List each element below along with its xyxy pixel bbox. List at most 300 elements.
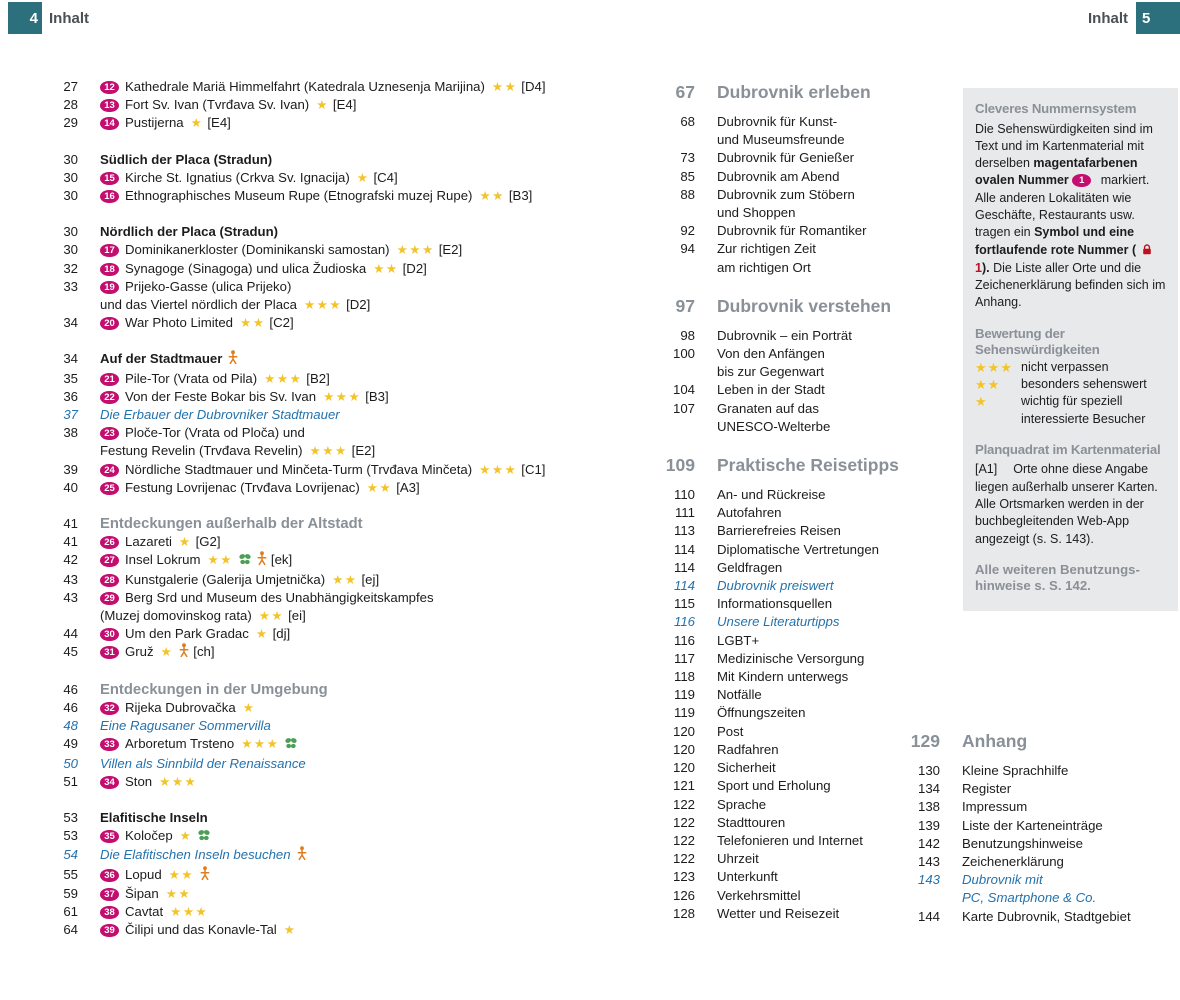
entry-page-number: 111	[674, 505, 695, 521]
entry-page-number: 46	[63, 699, 78, 715]
toc-row	[650, 741, 899, 759]
toc-row	[650, 186, 899, 204]
toc-row	[40, 461, 545, 479]
entry-content	[100, 223, 278, 241]
toc-row	[650, 400, 899, 418]
entry-title: Sicherheit	[717, 760, 776, 776]
entry-page-number: 116	[673, 614, 695, 630]
map-grid-ref: [D4]	[521, 79, 546, 94]
entry-title: Medizinische Versorgung	[717, 650, 865, 666]
entry-page-number: 35	[63, 370, 78, 386]
toc-row	[880, 889, 1131, 907]
entry-title: Sprache	[717, 796, 767, 812]
entry-title: Villen als Sinnbild der Renaissance	[100, 755, 306, 771]
entry-title: Ploče-Tor (Vrata od Ploča) und	[125, 425, 305, 441]
toc-row	[650, 363, 899, 381]
poi-number-badge: 32	[100, 702, 119, 715]
entry-title: Dubrovnik preiswert	[717, 578, 834, 594]
map-grid-ref: [dj]	[272, 626, 291, 642]
entry-title: Telefonieren und Internet	[717, 832, 863, 848]
numbering-text-segment: Symbol und eine fortlaufende rote Nummer	[975, 225, 1135, 257]
star-rating: ★★★	[309, 444, 348, 459]
entry-title: Rijeka Dubrovačka	[125, 699, 236, 715]
section-page-number: 97	[675, 295, 695, 316]
entry-title: Synagoge (Sinagoga) und ulica Žudioska	[125, 260, 367, 276]
toc-row	[650, 723, 899, 741]
entry-page-number: 41	[63, 534, 78, 550]
toc-row	[40, 350, 545, 369]
entry-page-number: 37	[63, 407, 78, 423]
entry-content	[100, 350, 238, 369]
entry-page-number	[650, 418, 695, 436]
entry-title: Nördliche Stadtmauer und Minčeta-Turm (Trvđava Minčeta)	[125, 461, 473, 477]
entry-title: Geldfragen	[717, 559, 783, 575]
entry-content	[100, 921, 296, 939]
map-grid-ref: [E2]	[438, 242, 463, 258]
poi-number-badge: 27	[100, 554, 119, 567]
star-rating: ★	[179, 829, 193, 844]
entry-content	[100, 187, 532, 205]
numbering-text-segment: Die Liste aller Orte und die Zeichenerklärung befinden sich im Anhang.	[975, 260, 1166, 310]
entry-page-number: 27	[63, 79, 78, 94]
entry-page-number: 30	[63, 224, 78, 240]
poi-number-badge: 22	[100, 391, 119, 404]
entry-page-number: 53	[63, 828, 78, 844]
toc-row	[880, 853, 1131, 871]
toc-row	[40, 424, 545, 442]
toc-row	[40, 515, 545, 533]
toc-row	[650, 345, 899, 363]
entry-page-number: 115	[673, 596, 695, 612]
star-rating: ★★	[165, 886, 192, 901]
entry-title: Berg Srd und Museum des Unabhängigkeitskampfes	[125, 589, 434, 605]
entry-title: Šipan	[125, 885, 159, 901]
hiking-person-icon	[297, 846, 307, 865]
star-rating: ★	[190, 116, 204, 131]
entry-title: Fort Sv. Ivan (Tvrđava Sv. Ivan)	[125, 97, 310, 113]
entry-title: bis zur Gegenwart	[717, 364, 825, 380]
section-page-number: 129	[910, 731, 940, 751]
entry-page-number: 43	[63, 589, 78, 605]
entry-page-number: 107	[672, 400, 695, 416]
entry-content	[100, 866, 210, 885]
entry-title: Unsere Literaturtipps	[717, 614, 840, 630]
entry-content	[100, 461, 545, 479]
section-title: Praktische Reisetipps	[717, 455, 899, 476]
poi-number-badge: 17	[100, 244, 119, 257]
entry-title: Pustijerna	[125, 115, 184, 131]
toc-row-continuation	[40, 296, 545, 314]
entry-title: am richtigen Ort	[717, 259, 811, 275]
star-rating: ★★★	[479, 462, 518, 477]
entry-title: Um den Park Gradac	[125, 626, 249, 642]
toc-row	[650, 868, 899, 886]
entry-page-number: 122	[672, 814, 695, 830]
poi-number-badge: 1	[1072, 174, 1091, 187]
map-grid-ref: [G2]	[195, 534, 221, 550]
map-grid-description: Orte ohne diese Angabe liegen außerhalb unserer Karten. Alle Ortsmarken werden in der buchbegleitenden Web-App angezeigt (s. S. 143).	[975, 462, 1158, 546]
star-rating: ★	[356, 170, 370, 185]
toc-row	[40, 571, 545, 589]
map-grid-ref: [ei]	[288, 608, 306, 624]
toc-section	[880, 729, 1131, 926]
entry-page-number: 120	[672, 741, 695, 757]
toc-row-continuation	[40, 607, 545, 625]
toc-row	[650, 504, 899, 522]
toc-row	[40, 885, 545, 903]
entry-title: Festung Revelin (Trvđava Revelin)	[100, 443, 303, 459]
entry-title: Zur richtigen Zeit	[717, 241, 816, 257]
toc-group	[40, 78, 545, 133]
entry-page-number: 122	[672, 796, 695, 812]
toc-row	[650, 541, 899, 559]
entry-page-number: 40	[63, 479, 78, 495]
toc-row	[650, 149, 899, 167]
toc-row	[40, 625, 545, 643]
entry-title: Kirche St. Ignatius (Crkva Sv. Ignacija)	[125, 169, 350, 185]
numbering-text-segment: markiert. Alle anderen Lokalitäten wie Geschäfte, Restaurants usw. tragen ein	[975, 173, 1150, 240]
entry-page-number: 100	[672, 346, 695, 362]
map-grid-ref: [E2]	[351, 443, 376, 459]
entry-page-number: 119	[673, 687, 695, 703]
entry-page-number: 143	[917, 872, 940, 888]
entry-title: und Museumsfreunde	[717, 132, 845, 148]
poi-number-badge: 30	[100, 628, 119, 641]
entry-title: An- und Rückreise	[717, 487, 826, 503]
poi-number-badge: 37	[100, 888, 119, 901]
star-rating: ★★	[373, 261, 399, 276]
star-rating: ★★★	[159, 774, 198, 789]
entry-content	[100, 735, 297, 754]
entry-title: War Photo Limited	[125, 315, 233, 331]
entry-title: Dubrovnik zum Stöbern	[717, 186, 855, 202]
entry-page-number: 130	[917, 763, 940, 778]
poi-number-badge: 31	[100, 646, 119, 659]
toc-section	[650, 80, 899, 277]
entry-title: LGBT+	[717, 632, 760, 648]
star-rating: ★	[283, 923, 297, 938]
entry-page-number: 134	[917, 781, 940, 797]
entry-title: PC, Smartphone & Co.	[962, 890, 1097, 906]
entry-page-number: 33	[63, 278, 78, 294]
map-grid-ref: [A3]	[396, 479, 420, 495]
toc-section	[650, 294, 899, 436]
entry-page-number: 143	[917, 854, 940, 870]
star-rating: ★★★	[241, 737, 280, 752]
toc-row	[650, 240, 899, 258]
toc-row	[40, 533, 545, 551]
entry-title: UNESCO-Welterbe	[717, 418, 831, 434]
entry-page-number	[40, 442, 78, 460]
rating-label: besonders sehenswert	[1021, 377, 1147, 392]
poi-number-badge: 33	[100, 738, 119, 751]
section-header	[650, 80, 899, 105]
entry-page-number: 49	[63, 736, 78, 752]
toc-row	[40, 755, 545, 773]
entry-page-number	[650, 204, 695, 222]
toc-row	[650, 222, 899, 240]
entry-content	[100, 78, 545, 96]
entry-page-number: 34	[63, 351, 78, 367]
entry-title: Notfälle	[717, 687, 762, 703]
poi-number-badge: 26	[100, 536, 119, 549]
toc-row	[650, 522, 899, 540]
toc-row	[40, 187, 545, 205]
toc-row	[880, 780, 1131, 798]
entry-title: Radfahren	[717, 741, 779, 757]
entry-page-number: 30	[63, 169, 78, 185]
entry-content	[100, 643, 215, 662]
map-grid-ref: [C1]	[521, 461, 546, 477]
toc-row	[40, 388, 545, 406]
entry-page-number: 28	[63, 97, 78, 113]
entry-title: Nördlich der Placa (Stradun)	[100, 224, 279, 240]
toc-row	[650, 613, 899, 631]
entry-title: Koločep	[125, 828, 173, 844]
map-grid-ref: [D2]	[402, 260, 427, 276]
star-rating: ★★★	[264, 371, 303, 386]
entry-title: Öffnungszeiten	[717, 705, 806, 721]
entry-page-number: 85	[680, 168, 695, 184]
entry-page-number: 68	[680, 114, 695, 129]
toc-group	[40, 515, 545, 663]
entry-content	[100, 278, 291, 296]
entry-page-number	[650, 131, 695, 149]
toc-row	[650, 632, 899, 650]
entry-page-number: 114	[673, 578, 695, 594]
star-rating: ★	[316, 98, 329, 113]
toc-left-column	[40, 78, 545, 939]
entry-content	[100, 114, 231, 132]
poi-number-badge: 24	[100, 464, 119, 477]
poi-number-badge: 34	[100, 776, 119, 789]
header-title-right: Inhalt	[1088, 9, 1128, 27]
rating-label: wichtig für speziell interessierte Besucher	[1021, 394, 1146, 426]
toc-row	[40, 921, 545, 939]
toc-row	[650, 486, 899, 504]
entry-page-number: 55	[63, 866, 78, 882]
usage-note-line2: hinweise s. S. 142.	[975, 578, 1091, 594]
star-rating: ★★	[258, 609, 285, 624]
entry-title: Cavtat	[125, 903, 164, 919]
entry-title: Zeichenerklärung	[962, 854, 1064, 870]
nature-icon	[198, 828, 210, 846]
toc-row	[40, 370, 545, 388]
poi-number-badge: 13	[100, 99, 119, 112]
entry-title: Ston	[125, 773, 153, 789]
entry-page-number: 30	[63, 242, 78, 258]
entry-title: Benutzungshinweise	[962, 835, 1083, 851]
entry-page-number: 43	[63, 571, 78, 587]
entry-title: Eine Ragusaner Sommervilla	[100, 718, 271, 734]
toc-row	[40, 846, 545, 865]
entry-content	[100, 571, 379, 589]
toc-row	[650, 259, 899, 277]
toc-row	[650, 814, 899, 832]
entry-title: Dubrovnik für Kunst-	[717, 114, 838, 129]
entry-page-number: 73	[680, 150, 695, 166]
toc-row	[650, 777, 899, 795]
entry-content	[100, 169, 398, 187]
entry-title: Insel Lokrum	[125, 552, 201, 568]
entry-page-number: 98	[680, 327, 695, 343]
entry-title: Entdeckungen in der Umgebung	[100, 681, 328, 698]
entry-content	[100, 296, 370, 314]
entry-content	[100, 903, 208, 921]
toc-row	[40, 241, 545, 259]
entry-title: Post	[717, 723, 744, 739]
rating-label: nicht verpassen	[1021, 359, 1109, 374]
star-rating: ★★	[366, 480, 393, 495]
entry-content	[100, 699, 255, 717]
entry-content	[100, 479, 420, 497]
toc-row	[40, 78, 545, 96]
toc-row	[650, 650, 899, 668]
toc-row	[650, 686, 899, 704]
toc-row	[650, 595, 899, 613]
entry-page-number: 122	[672, 832, 695, 848]
entry-title: Pile-Tor (Vrata od Pila)	[125, 370, 258, 386]
star-rating: ★	[160, 645, 174, 660]
entry-title: Verkehrsmittel	[717, 887, 801, 903]
map-grid-ref: [B2]	[306, 370, 330, 386]
poi-number-badge: 14	[100, 117, 119, 130]
entry-page-number: 30	[63, 151, 78, 167]
rating-legend-row	[975, 359, 1166, 376]
poi-number-badge: 20	[100, 317, 119, 330]
entry-title: Die Elafitischen Inseln besuchen	[100, 847, 291, 863]
star-rating: ★★★	[303, 298, 343, 313]
poi-number-badge: 12	[100, 81, 119, 94]
entry-title: Festung Lovrijenac (Trvđava Lovrijenac)	[125, 479, 360, 495]
entry-title: Südlich der Placa (Stradun)	[100, 151, 273, 167]
entry-title: Von der Feste Bokar bis Sv. Ivan	[125, 388, 317, 404]
entry-page-number: 34	[63, 315, 78, 331]
toc-row	[650, 832, 899, 850]
header-title-left: Inhalt	[49, 9, 89, 27]
toc-row	[650, 905, 899, 923]
map-grid-ref: [ch]	[193, 644, 215, 660]
toc-row	[40, 773, 545, 791]
entry-title: Sport und Erholung	[717, 778, 831, 794]
poi-number-badge: 29	[100, 592, 119, 605]
entry-title: Arboretum Trsteno	[125, 736, 235, 752]
entry-title: Mit Kindern unterwegs	[717, 669, 849, 685]
entry-page-number	[880, 889, 940, 907]
toc-row	[650, 168, 899, 186]
poi-number-badge: 15	[100, 172, 119, 185]
numbering-text-segment: magentafarbenen ovalen Nummer	[975, 156, 1138, 188]
star-rating: ★★	[332, 572, 358, 587]
red-lock-icon	[1142, 243, 1152, 260]
toc-row	[40, 551, 545, 570]
toc-row	[40, 114, 545, 132]
entry-title: Kleine Sprachhilfe	[962, 763, 1069, 778]
poi-number-badge: 25	[100, 482, 119, 495]
entry-page-number: 44	[63, 626, 78, 642]
page-number-right: 5	[1142, 9, 1151, 27]
entry-page-number: 59	[63, 885, 78, 901]
toc-row	[650, 668, 899, 686]
toc-row	[40, 827, 545, 846]
poi-number-badge: 19	[100, 281, 119, 294]
numbering-text-segment: (	[1128, 242, 1137, 257]
usage-note	[975, 562, 1166, 595]
entry-title: Von den Anfängen	[717, 346, 825, 362]
entry-page-number: 92	[680, 223, 695, 239]
entry-page-number: 41	[63, 516, 78, 532]
toc-anhang-column	[880, 729, 1131, 926]
entry-content	[100, 625, 290, 643]
star-rating: ★★	[168, 867, 195, 882]
poi-number-badge: 36	[100, 869, 119, 882]
entry-page-number: 116	[673, 632, 695, 648]
entry-title: Impressum	[962, 799, 1028, 815]
toc-row	[40, 717, 545, 735]
rating-legend-row	[975, 376, 1166, 393]
entry-page-number	[650, 363, 695, 381]
entry-content	[100, 388, 389, 406]
entry-content	[100, 533, 221, 551]
entry-page-number: 64	[63, 922, 78, 938]
section-header	[650, 294, 899, 319]
toc-row	[40, 589, 545, 607]
numbering-text-segment: 1	[975, 260, 982, 275]
toc-group	[40, 350, 545, 497]
toc-row	[650, 327, 899, 345]
entry-title: Stadttouren	[717, 814, 786, 830]
entry-page-number: 29	[63, 115, 78, 131]
toc-row-continuation	[40, 442, 545, 460]
toc-row	[40, 681, 545, 699]
toc-row	[40, 903, 545, 921]
entry-page-number: 123	[672, 869, 695, 885]
entry-content	[100, 846, 307, 865]
poi-number-badge: 16	[100, 190, 119, 203]
numbering-text-segment: Die Sehenswürdigkeiten sind im Text und im Kartenmaterial mit derselben	[975, 121, 1153, 171]
entry-content	[100, 370, 330, 388]
entry-title: Dubrovnik am Abend	[717, 168, 840, 184]
toc-row	[880, 871, 1131, 889]
section-title: Dubrovnik verstehen	[717, 295, 892, 316]
entry-title: Kathedrale Mariä Himmelfahrt (Katedrala Uznesenja Marijina)	[125, 79, 485, 94]
map-grid-ref: [D2]	[346, 297, 371, 313]
map-grid-text	[975, 461, 1166, 547]
toc-row	[880, 817, 1131, 835]
toc-row	[650, 204, 899, 222]
entry-content	[100, 96, 356, 114]
map-grid-ref: [ej]	[361, 571, 380, 587]
map-grid-ref: [C4]	[373, 169, 398, 185]
map-grid-ref: [B3]	[365, 388, 389, 404]
entry-title: Barrierefreies Reisen	[717, 523, 841, 539]
entry-title: Kunstgalerie (Galerija Umjetnička)	[125, 571, 326, 587]
rating-legend	[975, 359, 1166, 428]
entry-title: Informationsquellen	[717, 596, 833, 612]
entry-page-number: 114	[673, 541, 695, 557]
numbering-text-segment: ).	[981, 260, 990, 275]
entry-page-number: 120	[672, 723, 695, 739]
star-rating: ★	[975, 394, 988, 410]
entry-content	[100, 755, 306, 773]
toc-row	[40, 151, 545, 169]
toc-row	[650, 577, 899, 595]
entry-title: Uhrzeit	[717, 851, 759, 867]
toc-row	[650, 704, 899, 722]
hiking-person-icon	[179, 643, 189, 662]
star-rating: ★	[242, 700, 256, 715]
toc-group	[40, 809, 545, 939]
